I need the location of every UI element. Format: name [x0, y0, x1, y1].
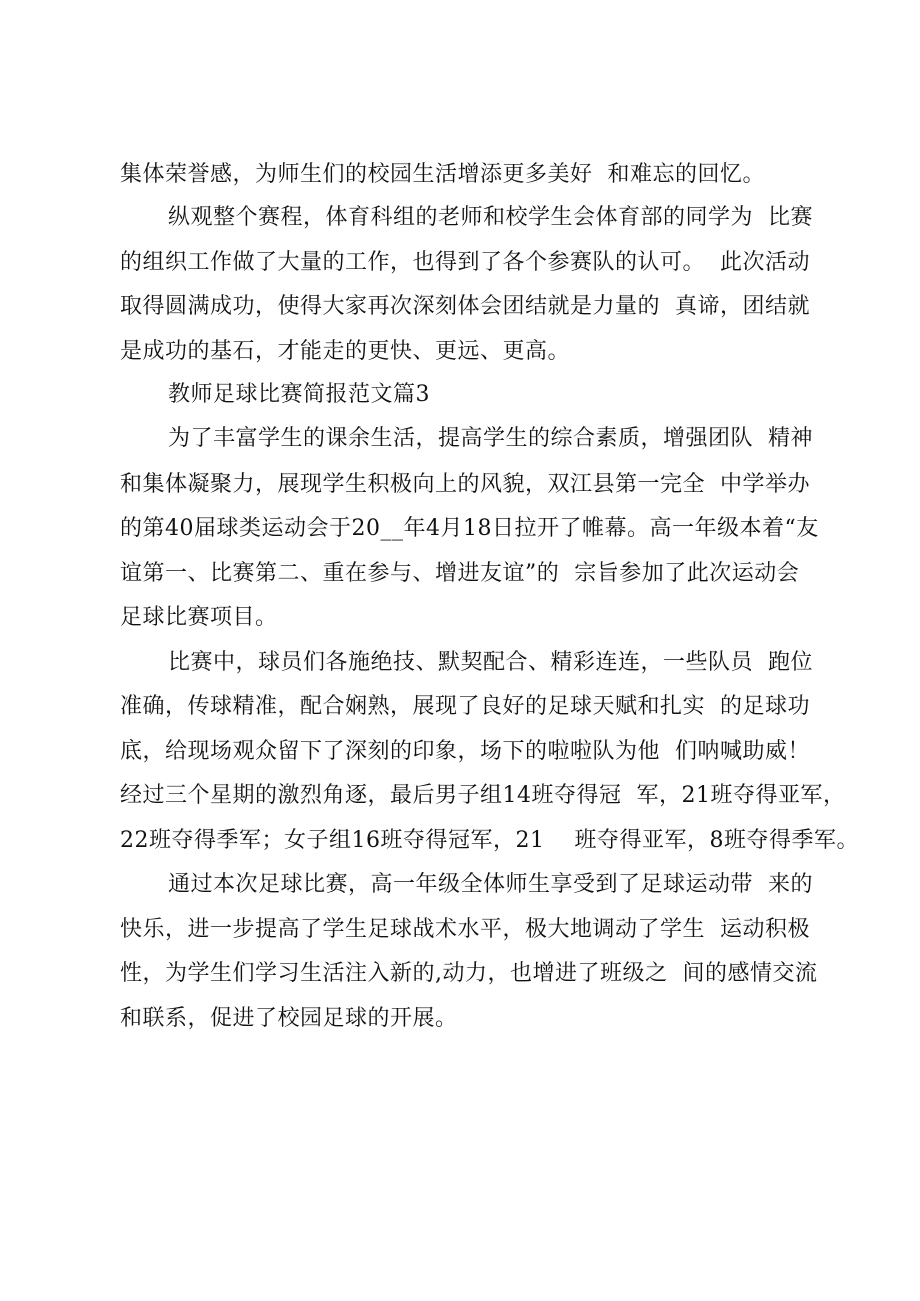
text-line: 是成功的基石，才能走的更快、更远、更高。: [120, 339, 571, 364]
text-line: 和集体凝聚力，展现学生积极向上的风貌，双江县第一完全 中学举办: [120, 472, 810, 497]
text-line: 和联系，促进了校园足球的开展。: [120, 1006, 458, 1031]
text-line: 底，给现场观众留下了深刻的印象，场下的啦啦队为他 们呐喊助威！: [120, 739, 810, 764]
text-line: 性，为学生们学习生活注入新的,动力，也增进了班级之 间的感情交流: [120, 961, 818, 986]
text-line: 准确，传球精准，配合娴熟，展现了良好的足球天赋和扎实 的足球功: [120, 694, 810, 719]
text-line: 谊第一、比赛第二、重在参与、增进友谊”的 宗旨参加了此次运动会: [120, 561, 800, 586]
text-line: 比赛中，球员们各施绝技、默契配合、精彩连连，一些队员 跑位: [168, 650, 813, 675]
text-line: 纵观整个赛程，体育科组的老师和校学生会体育部的同学为 比赛: [168, 205, 813, 230]
text-line: 快乐，进一步提高了学生足球战术水平，极大地调动了学生 运动积极: [120, 917, 810, 942]
text-line: 集体荣誉感，为师生们的校园生活增添更多美好 和难忘的回忆。: [120, 162, 765, 187]
text-line: 22班夺得季军；女子组16班夺得冠军，21 班夺得亚军，8班夺得季军。: [120, 828, 859, 853]
text-line: 的第40届球类运动会于20__年4月18日拉开了帷幕。高一年级本着“友: [120, 516, 819, 541]
text-line: 取得圆满成功，使得大家再次深刻体会团结就是力量的 真谛，团结就: [120, 294, 810, 319]
text-line: 的组织工作做了大量的工作，也得到了各个参赛队的认可。 此次活动: [120, 250, 810, 275]
text-line: 经过三个星期的激烈角逐，最后男子组14班夺得冠 军，21班夺得亚军，: [120, 783, 846, 808]
text-line: 通过本次足球比赛，高一年级全体师生享受到了足球运动带 来的: [168, 872, 813, 897]
section-heading: 教师足球比赛简报范文篇3: [168, 382, 430, 407]
text-line: 足球比赛项目。: [120, 605, 278, 630]
text-line: 为了丰富学生的课余生活，提高学生的综合素质，增强团队 精神: [168, 426, 813, 451]
